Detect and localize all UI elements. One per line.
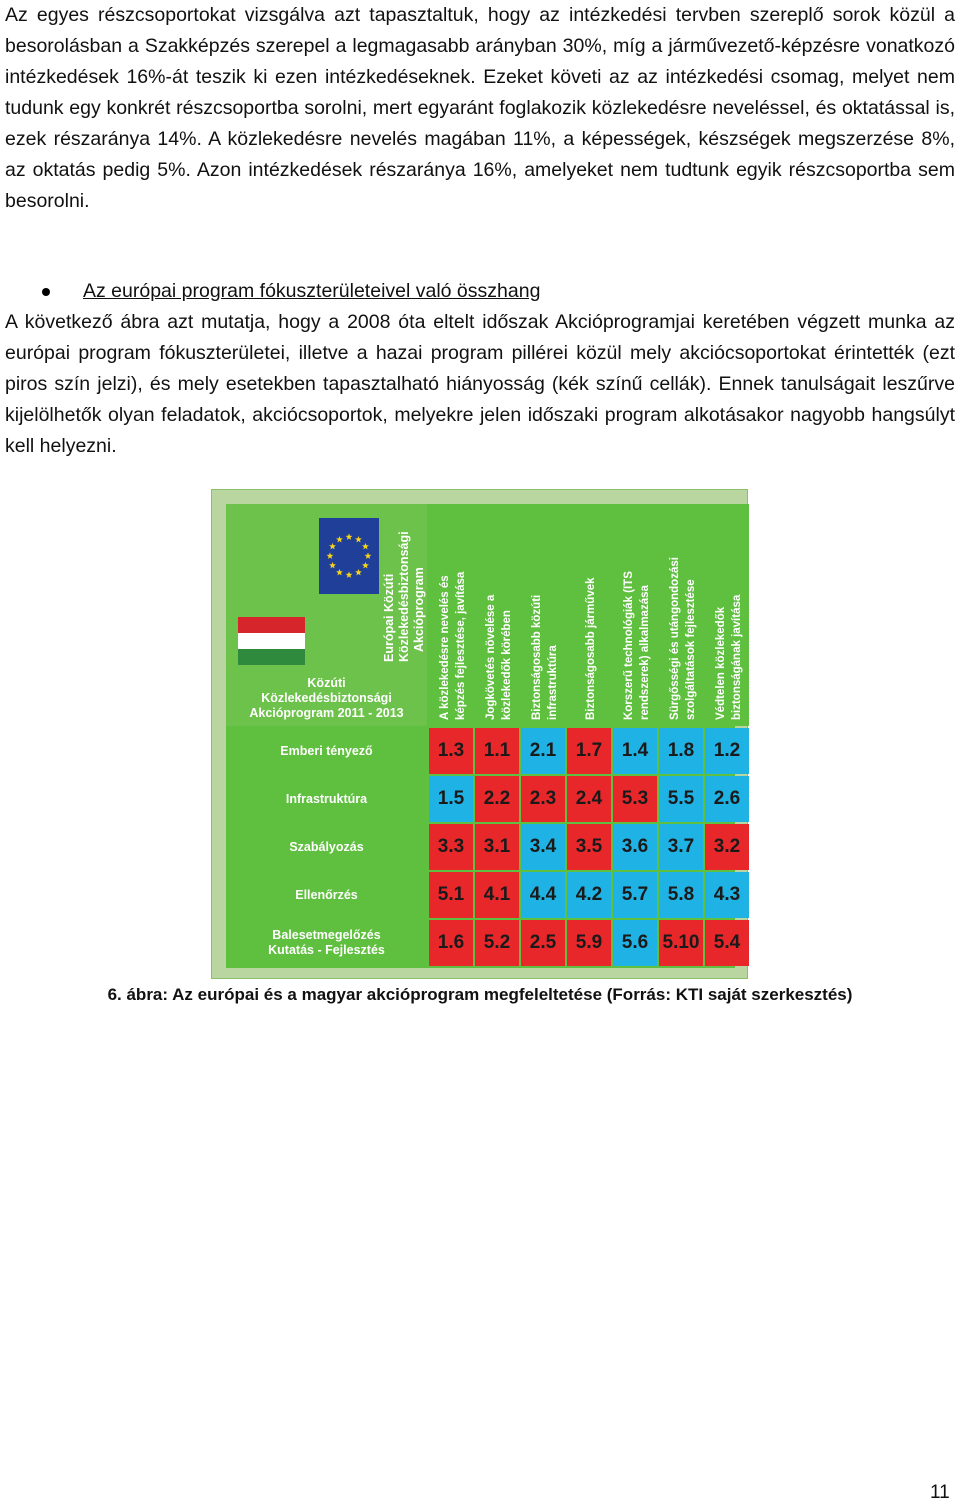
matrix-cell: 2.2: [475, 776, 519, 822]
row-label: [226, 776, 427, 822]
matrix-cell: 5.9: [567, 920, 611, 966]
row-label: [226, 920, 427, 966]
column-header-line: A közlekedésre nevelés és: [439, 575, 451, 720]
column-header-line: Biztonságosabb járművek: [585, 577, 597, 720]
matrix-cell: 5.2: [475, 920, 519, 966]
logo-title-line: Közlekedésbiztonsági: [261, 691, 392, 705]
row-label-line: Ellenőrzés: [295, 887, 358, 902]
bullet-icon: [42, 288, 50, 296]
row-label-line: Kutatás - Fejlesztés: [268, 943, 385, 957]
column-header-line: biztonságának javítása: [731, 594, 743, 720]
column-header-line: rendszerek) alkalmazása: [639, 585, 651, 720]
matrix-cell: 4.2: [567, 872, 611, 918]
column-header-line: szolgáltatások fejlesztése: [685, 579, 697, 720]
row-label: [226, 872, 427, 918]
matrix-cell: 3.7: [659, 824, 703, 870]
matrix-cell: 2.1: [521, 728, 565, 774]
matrix-cell: 4.1: [475, 872, 519, 918]
column-header-line: Sürgősségi és utángondozási: [669, 557, 681, 720]
matrix-cell: 3.5: [567, 824, 611, 870]
logo-vertical-line: Akcióprogram: [412, 567, 426, 652]
matrix-cell: 3.4: [521, 824, 565, 870]
figure-inner: [226, 504, 743, 968]
logo-title-line: Közúti: [307, 676, 346, 690]
matrix-cell: 5.6: [613, 920, 657, 966]
matrix-cell: 2.4: [567, 776, 611, 822]
matrix-cell: 1.1: [475, 728, 519, 774]
matrix-cell: 2.6: [705, 776, 749, 822]
matrix-cell: 1.6: [429, 920, 473, 966]
matrix-cell: 1.8: [659, 728, 703, 774]
matrix-cell: 3.3: [429, 824, 473, 870]
column-header-line: képzés fejlesztése, javítása: [455, 571, 467, 720]
row-label-line: Balesetmegelőzés: [272, 928, 381, 942]
paragraph-2: A következő ábra azt mutatja, hogy a 2008 óta eltelt időszak Akcióprogramjai keretében végzett munka az európai program fókuszterületei, illetve a hazai program pillérei közül mely akciócsoportokat érintették (ezt piros szín jelzi), és mely esetekben tapasztalható hiányosság (kék színű cellák). Ennek tanulságait leszűrve kijelölhetők olyan feladatok, akciócsoportok, melyekre jelen időszaki program alkotásakor nagyobb hangsúlyt kell helyezni.: [5, 311, 955, 457]
matrix-cell: 2.5: [521, 920, 565, 966]
column-header: [659, 504, 703, 726]
matrix-cell: 5.3: [613, 776, 657, 822]
column-header-line: Védtelen közlekedők: [715, 606, 727, 720]
matrix-cell: 5.10: [659, 920, 703, 966]
logo-panel: [226, 504, 427, 726]
matrix-cell: 5.5: [659, 776, 703, 822]
matrix-cell: 1.3: [429, 728, 473, 774]
row-label-line: Szabályozás: [289, 839, 364, 854]
row-label: [226, 728, 427, 774]
hungarian-flag-icon: [238, 617, 305, 665]
bullet-item: [5, 276, 955, 307]
column-header-line: közlekedők körében: [501, 610, 513, 720]
matrix-cell: 4.3: [705, 872, 749, 918]
figure-matrix: [211, 489, 748, 979]
column-header: [429, 504, 473, 726]
matrix-cell: 3.2: [705, 824, 749, 870]
matrix-cell: 1.7: [567, 728, 611, 774]
matrix-cell: 3.1: [475, 824, 519, 870]
logo-vertical-line: Európai Közúti: [382, 573, 396, 662]
paragraph-1: Az egyes részcsoportokat vizsgálva azt tapasztaltuk, hogy az intézkedési tervben szereplő sorok közül a besorolásban a Szakképzés szerepel a legmagasabb arányban 30%, míg a járművezető-képzésre vonatkozó intézkedések 16%-át teszik ki ezen intézkedéseknek. Ezeket követi az az intézkedési csomag, melyet nem tudunk egy konkrét részcsoportba sorolni, mert egyaránt foglakozik közlekedésre neveléssel, és oktatással is, ezek részaránya 14%. A közlekedésre nevelés magában 11%, a képességek, készségek megszerzése 8%, az oktatás pedig 5%. Azon intézkedések részaránya 16%, amelyeket nem tudtunk egyik részcsoportba sem besorolni.: [5, 4, 955, 212]
matrix-cell: 1.2: [705, 728, 749, 774]
matrix-cell: 5.7: [613, 872, 657, 918]
column-header: [705, 504, 749, 726]
matrix-cell: 5.4: [705, 920, 749, 966]
column-header-line: Biztonságosabb közúti: [531, 594, 543, 720]
row-label-line: Emberi tényező: [280, 743, 373, 758]
matrix-cell: 2.3: [521, 776, 565, 822]
row-label-line: Infrastruktúra: [285, 791, 368, 806]
column-header: [567, 504, 611, 726]
figure-caption: 6. ábra: Az európai és a magyar akcióprogram megfeleltetése (Forrás: KTI saját szerkesztés): [107, 985, 853, 1004]
column-header-line: Jogkövetés növelése a: [485, 594, 497, 720]
logo-vertical-line: Közlekedésbiztonsági: [397, 531, 411, 662]
matrix-cell: 5.1: [429, 872, 473, 918]
row-label: [226, 824, 427, 870]
eu-flag-icon: [319, 518, 379, 594]
column-header: [613, 504, 657, 726]
matrix-cell: 3.6: [613, 824, 657, 870]
logo-title-line: Akcióprogram 2011 - 2013: [249, 706, 404, 720]
matrix-cell: 1.4: [613, 728, 657, 774]
column-header-line: Korszerű technológiák (ITS: [623, 571, 635, 720]
matrix-cell: 5.8: [659, 872, 703, 918]
column-header-line: infrastruktúra: [547, 645, 559, 720]
matrix-cell: 1.5: [429, 776, 473, 822]
column-header: [521, 504, 565, 726]
logo-vertical-text: [376, 514, 426, 664]
page-number: 11: [930, 1482, 950, 1503]
section-heading: Az európai program fókuszterületeivel való összhang: [83, 280, 541, 302]
matrix-cell: 4.4: [521, 872, 565, 918]
column-header: [475, 504, 519, 726]
